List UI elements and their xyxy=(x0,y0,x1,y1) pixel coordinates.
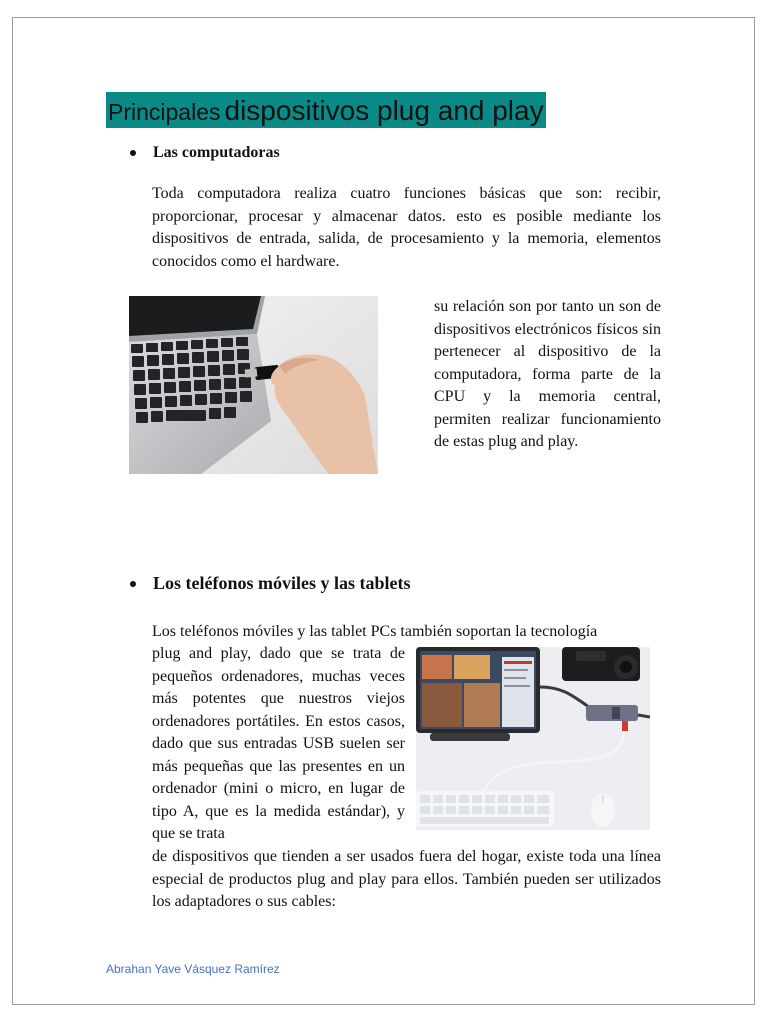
section1-paragraph2: su relación son por tanto un son de dispositivos electrónicos físicos sin pertenecer al dispositivo de la computadora, forma parte de la CPU y la memoria central, permiten realizar funcionamiento de estas plug and play. xyxy=(434,298,661,450)
section2-heading-row xyxy=(130,573,410,594)
tablet-usb-hub-photo xyxy=(416,647,650,830)
bullet-icon xyxy=(130,150,136,156)
section1-heading-row xyxy=(130,144,280,162)
section1-heading: Las computadoras xyxy=(153,144,280,161)
document-title xyxy=(106,92,546,128)
bullet-icon xyxy=(130,581,136,587)
section2-heading: Los teléfonos móviles y las tablets xyxy=(153,573,411,593)
section2-paragraph-line1: Los teléfonos móviles y las tablet PCs también soportan la tecnología xyxy=(152,623,598,640)
laptop-usb-photo xyxy=(129,296,378,474)
section1-paragraph1: Toda computadora realiza cuatro funciones básicas que son: recibir, proporcionar, procesar y almacenar datos. esto es posible mediante los dispositivos de entrada, salida, de procesamiento y la memoria, elementos conocidos como el hardware. xyxy=(152,185,661,270)
section2-paragraph-wrap: plug and play, dado que se trata de pequeños ordenadores, muchas veces más potentes que nuestros viejos ordenadores portátiles. En estos casos, dado que sus entradas USB suelen ser más pequeñas que las presentes en un ordenador (mini o micro, en lugar de tipo A, que es la medida estándar), y que se trata xyxy=(152,645,405,842)
footer-author: Abrahan Yave Vásquez Ramírez xyxy=(106,962,280,976)
section2-paragraph-rest: de dispositivos que tienden a ser usados fuera del hogar, existe toda una línea especial de productos plug and play para ellos. También pueden ser utilizados los adaptadores o sus cables: xyxy=(152,848,661,910)
title-part-principales: Principales xyxy=(108,99,221,125)
title-part-dispositivos: dispositivos plug and play xyxy=(224,95,544,126)
